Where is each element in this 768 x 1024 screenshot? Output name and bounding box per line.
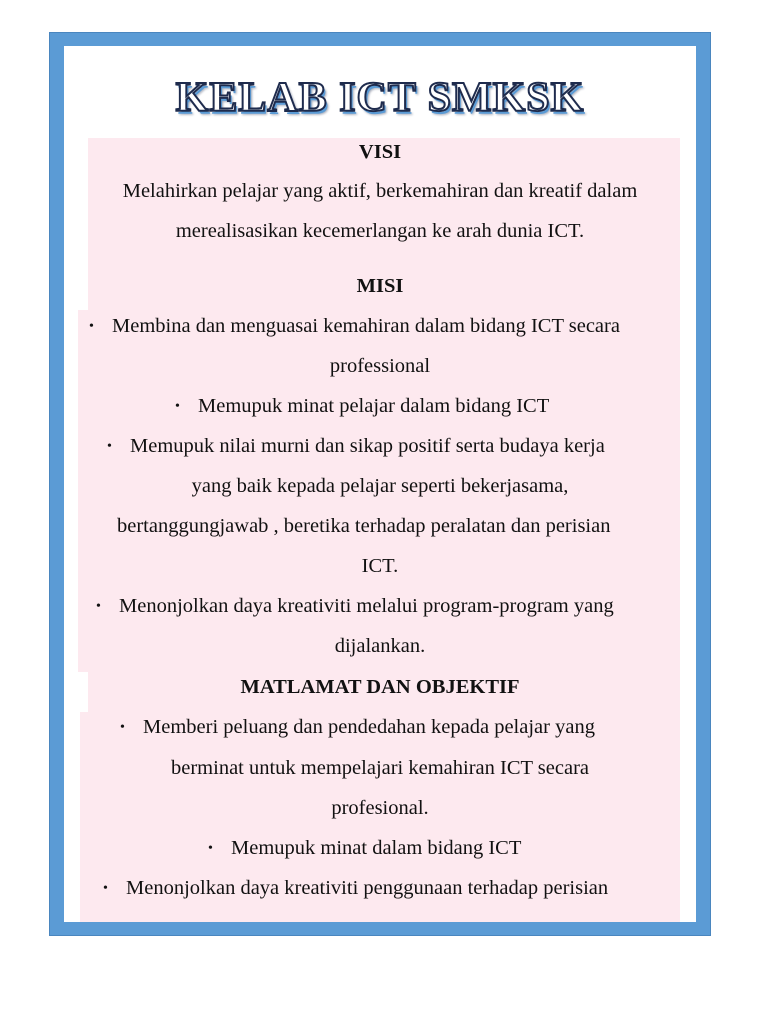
misi-item-3-line: bertanggungjawab , beretika terhadap peralatan dan perisian	[117, 515, 611, 537]
matlamat-item-2-line: Memupuk minat dalam bidang ICT	[231, 837, 522, 859]
matlamat-item-1-line: Memberi peluang dan pendedahan kepada pelajar yang	[143, 716, 595, 738]
visi-heading: VISI	[358, 141, 402, 163]
misi-item-4-line: dijalankan.	[334, 635, 426, 657]
bullet-icon: •	[120, 720, 125, 736]
document-page	[64, 46, 696, 922]
misi-item-1-line: professional	[329, 355, 431, 377]
visi-line: Melahirkan pelajar yang aktif, berkemahiran dan kreatif dalam	[122, 180, 638, 202]
bullet-icon: •	[208, 841, 213, 857]
misi-item-1-line: Membina dan menguasai kemahiran dalam bidang ICT secara	[112, 315, 620, 337]
matlamat-item-1-line: berminat untuk mempelajari kemahiran ICT secara	[171, 757, 589, 779]
misi-item-2-line: Memupuk minat pelajar dalam bidang ICT	[198, 395, 550, 417]
bullet-icon: •	[96, 599, 101, 615]
matlamat-heading: MATLAMAT DAN OBJEKTIF	[240, 676, 520, 698]
misi-heading: MISI	[356, 275, 404, 297]
bullet-icon: •	[89, 319, 94, 335]
misi-item-4-line: Menonjolkan daya kreativiti melalui program-program yang	[119, 595, 614, 617]
misi-item-3-line: Memupuk nilai murni dan sikap positif serta budaya kerja	[130, 435, 605, 457]
bullet-icon: •	[175, 399, 180, 415]
visi-line: merealisasikan kecemerlangan ke arah dunia ICT.	[175, 220, 585, 242]
matlamat-item-1-line: profesional.	[331, 797, 429, 819]
misi-item-3-line: ICT.	[361, 555, 399, 577]
misi-item-3-line: yang baik kepada pelajar seperti bekerjasama,	[191, 475, 569, 497]
page-title: KELAB ICT SMKSK	[175, 75, 585, 121]
bullet-icon: •	[103, 881, 108, 897]
matlamat-item-3-line: Menonjolkan daya kreativiti penggunaan terhadap perisian	[126, 877, 609, 899]
bullet-icon: •	[107, 439, 112, 455]
